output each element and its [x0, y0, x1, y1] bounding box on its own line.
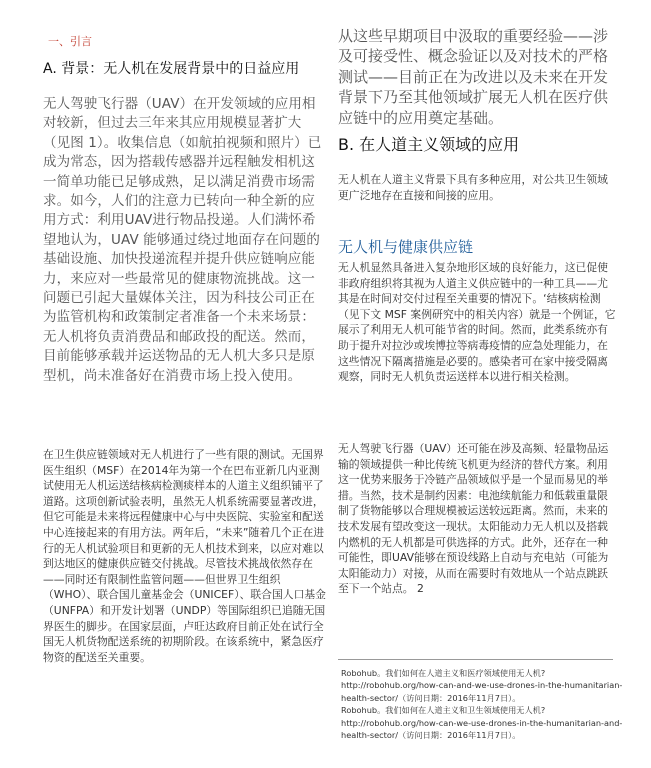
subheading-health-supply-chain: 无人机与健康供应链 [338, 238, 474, 256]
footnote-divider [338, 659, 613, 660]
heading-humanitarian: B. 在人道主义领域的应用 [338, 135, 520, 154]
footnotes [341, 667, 626, 741]
section-label: 一、引言 [48, 35, 92, 48]
health-supply-tests-paragraph: 在卫生供应链领域对无人机进行了一些有限的测试。无国界医生组织（MSF）在2014年为第一个在巴布亚新几内亚测试使用无人机运送结核病检测痰样本的人道主义组织铺平了道路。这项创新试验表明，虽然无人机系统需要显著改进，但它可能是未来将远程健康中心与中央医院、实验室和配送中心连接起来的有用方法。两年后，“未来”随着几个正在进行的无人机试验项目和更新的无人机技术到来，以应对难以到达地区的健康供应链交付挑战。尽管技术挑战依然存在——同时还有限制性监管问题——但世界卫生组织（WHO）、联合国儿童基金会（UNICEF）、联合国人口基金（UNFPA）和开发计划署（UNDP）等国际组织已追随无国界医生的脚步。在国家层面，卢旺达政府目前正处在试行全国无人机货物配送系统的初期阶段。在该系统中，紧急医疗物资的配送至关重要。 [43, 448, 326, 664]
transport-paragraph [338, 441, 618, 597]
intro-paragraph-large: 无人驾驶飞行器（UAV）在开发领域的应用相对较新，但过去三年来其应用规模显著扩大（见图 1）。收集信息（如航拍视频和照片）已成为常态，因为搭载传感器并远程触发相机这一简单功能已足够成熟，足以满足消费市场需求。如今，人们的注意力已转向一种全新的应用方式：利用UAV进行物品投递。人们满怀希望地认为，UAV 能够通过绕过地面存在问题的基础设施、加快投递流程并提升供应链响应能力，来应对一些最常见的健康物流挑战。这一问题已引起大量媒体关注，因为科技公司正在为监管机构和政策制定者准备一个未来场景：无人机将负责消费品和邮政投的配送。然而，目前能够承载并运送物品的无人机大多只是原型机，尚未准备好在消费市场上投入使用。 [43, 96, 322, 384]
transport-text: 无人驾驶飞行器（UAV）还可能在涉及高频、轻量物品运输的领域提供一种比传统飞机更为经济的替代方案。利用这一优势来服务于冷链产品领域似乎是一个显而易见的举措。当然，技术是制约因素：电池续航能力和低载重量限制了货物能够以合理规模被运送较远距离。然而，未来的技术发展有望改变这一现状。太阳能动力无人机以及搭载内燃机的无人机都是可供选择的方式。此外，还存在一种可能性，即UAV能够在预设线路上自动与充电站（可能为太阳能动力）对接，从而在需要时有效地从一个站点跳跃至下一个站点。 [338, 442, 609, 596]
supply-chain-paragraph: 无人机显然具备进入复杂地形区域的良好能力，这已促使非政府组织将其视为人道主义供应链中的一种工具——尤其是在时间对交付过程至关重要的情况下。‘结核病检测（见下文 MSF 案例研究中的相关内容）就是一个例证，它展示了利用无人机可能节省的时间。然而，此类系统亦有助于提升对拉沙或埃博拉等病毒疫情的应急处理能力，在这些情况下隔离措施是必要的。感染者可在家中接受隔离观察，同时无人机负责运送样本以进行相关检测。 [338, 261, 616, 384]
lessons-paragraph-large: 从这些早期项目中汲取的重要经验——涉及可接受性、概念验证以及对技术的严格测试——目前正在为改进以及未来在开发背景下乃至其他领域扩展无人机在医疗供应链中的应用奠定基础。 [338, 27, 609, 127]
footnote-marker: 2 [417, 582, 424, 596]
heading-background: A. 背景：无人机在发展背景中的日益应用 [43, 61, 300, 77]
humanitarian-intro-paragraph: 无人机在人道主义背景下具有多种应用，对公共卫生领域更广泛地存在直接和间接的应用。 [338, 173, 608, 202]
footnote-item: Robohub。我们如何在人道主义和卫生领域使用无人机? http://robohub.org/how-can-we-use-drones-in-the-humanitarian-and-health-sector/（访问日期：2016年11月7日）。 [341, 705, 623, 741]
footnote-item: Robohub。我们如何在人道主义和医疗领域使用无人机? http://robohub.org/how-can-and-we-use-drones-in-the-humanitarian-health-sector/（访问日期：2016年11月7日）。 [341, 668, 623, 703]
